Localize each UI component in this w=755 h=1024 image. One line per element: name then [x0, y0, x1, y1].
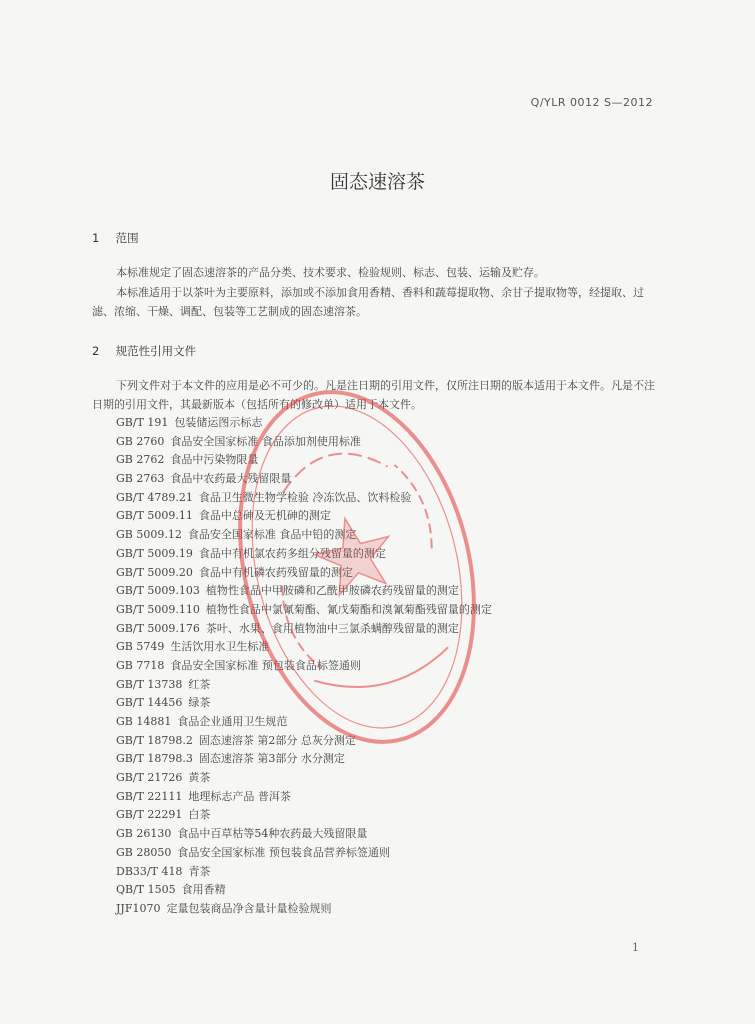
reference-item: GB/T 14456 绿茶 — [116, 696, 211, 710]
reference-item: GB 2760 食品安全国家标准 食品添加剂使用标准 — [116, 434, 361, 448]
reference-item: GB/T 21726 黄茶 — [116, 771, 211, 785]
reference-item: GB/T 5009.20 食品中有机磷农药残留量的测定 — [116, 565, 353, 579]
reference-item: GB/T 22291 白茶 — [116, 808, 211, 822]
section-2-heading — [92, 343, 196, 359]
scope-paragraph-2: 本标准适用于以茶叶为主要原料，添加或不添加食用香精、香料和蔬莓提取物、余甘子提取物等，经提取、过滤、浓缩、干燥、调配、包装等工艺制成的固态速溶茶。 — [92, 286, 644, 318]
reference-item: GB/T 22111 地理标志产品 普洱茶 — [116, 789, 291, 803]
section-1-heading — [92, 230, 139, 246]
reference-item: GB 5009.12 食品安全国家标准 食品中铅的测定 — [116, 528, 357, 542]
scope-paragraph-1: 本标准规定了固态速溶茶的产品分类、技术要求、检验规则、标志、包装、运输及贮存。 — [116, 266, 545, 279]
section-1-number: 1 — [92, 231, 100, 245]
section-2-title: 规范性引用文件 — [115, 344, 197, 358]
reference-item: GB/T 191 包装储运图示标志 — [116, 416, 263, 429]
reference-item: GB/T 5009.110 植物性食品中氯氰菊酯、氰戊菊酯和溴氰菊酯残留量的测定 — [116, 602, 492, 616]
reference-item: GB/T 18798.3 固态速溶茶 第3部分 水分测定 — [116, 752, 345, 766]
reference-item: GB 2763 食品中农药最大残留限量 — [116, 472, 292, 486]
reference-item: QB/T 1505 食用香精 — [116, 883, 226, 897]
section-1-title: 范围 — [115, 231, 139, 245]
reference-item: GB 7718 食品安全国家标准 预包装食品标签通则 — [116, 658, 361, 672]
reference-item: GB 26130 食品中百草枯等54种农药最大残留限量 — [116, 827, 368, 841]
references-intro-paragraph: 下列文件对于本文件的应用是必不可少的。凡是注日期的引用文件，仅所注日期的版本适用于本文件。凡是不注日期的引用文件，其最新版本（包括所有的修改单）适用于本文件。 — [92, 379, 655, 411]
section-2-number: 2 — [92, 344, 100, 358]
reference-item: GB/T 18798.2 固态速溶茶 第2部分 总灰分测定 — [116, 733, 356, 747]
reference-item: GB 5749 生活饮用水卫生标准 — [116, 640, 270, 654]
reference-item: GB/T 5009.11 食品中总砷及无机砷的测定 — [116, 509, 331, 523]
reference-item: GB/T 5009.176 茶叶、水果、食用植物油中三氯杀螨醇残留量的测定 — [116, 621, 459, 635]
page-number: 1 — [632, 941, 639, 954]
reference-item: GB/T 13738 红茶 — [116, 677, 211, 691]
reference-item: GB 28050 食品安全国家标准 预包装食品营养标签通则 — [116, 845, 390, 859]
reference-item: JJF1070 定量包装商品净含量计量检验规则 — [116, 901, 332, 915]
reference-item: GB/T 5009.19 食品中有机氯农药多组分残留量的测定 — [116, 546, 386, 560]
reference-list — [116, 414, 492, 919]
reference-item: GB 14881 食品企业通用卫生规范 — [116, 715, 288, 728]
reference-item: GB/T 5009.103 植物性食品中甲胺磷和乙酰甲胺磷农药残留量的测定 — [116, 584, 459, 598]
reference-item: DB33/T 418 青茶 — [116, 864, 211, 878]
document-title: 固态速溶茶 — [329, 171, 425, 193]
standard-code: Q/YLR 0012 S—2012 — [530, 96, 653, 109]
reference-item: GB/T 4789.21 食品卫生微生物学检验 冷冻饮品、饮料检验 — [116, 490, 412, 504]
reference-item: GB 2762 食品中污染物限量 — [116, 453, 259, 467]
